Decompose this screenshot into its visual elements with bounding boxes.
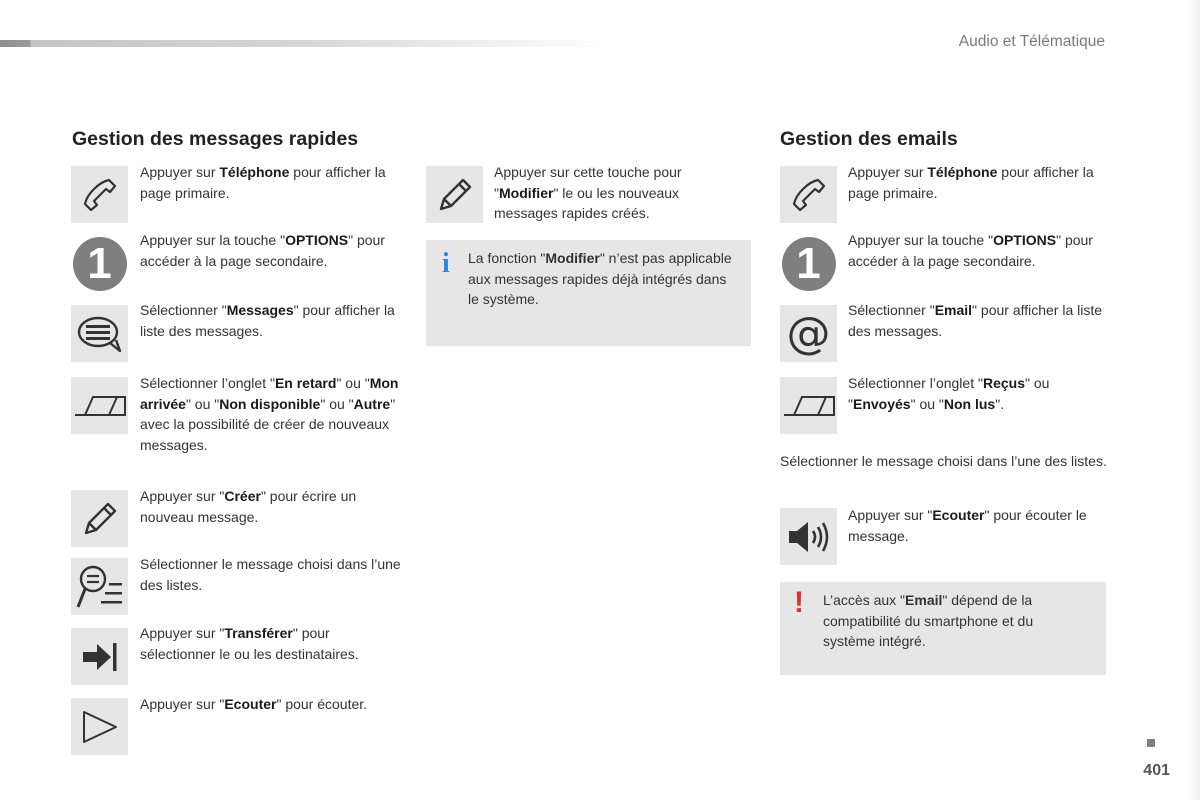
left-section-title: Gestion des messages rapides [72, 128, 359, 150]
warning-icon: ! [794, 586, 804, 619]
bold-term: Reçus [982, 375, 1025, 391]
bold-term: Créer [224, 488, 261, 504]
info-note [426, 240, 751, 346]
at-sign-glyph: @ [786, 307, 831, 359]
left-step-4-text: Sélectionner l’onglet "En retard" ou "Mon arrivée" ou "Non disponible" ou "Autre" avec la possibilité de créer de nouveaux messages. [140, 375, 399, 453]
step-number-label: 1 [73, 237, 127, 291]
right-step-1-text: Appuyer sur Téléphone pour afficher la page primaire. [848, 164, 1094, 201]
forward-arrow-icon [71, 628, 128, 685]
number-one-icon [71, 235, 128, 292]
top-gradient-bar [0, 40, 610, 47]
middle-modify-text: Appuyer sur cette touche pour "Modifier" le ou les nouveaux messages rapides créés. [494, 164, 682, 221]
info-icon: i [442, 248, 450, 279]
right-listen-text: Appuyer sur "Ecouter" pour écouter le message. [848, 507, 1087, 544]
bold-term: Téléphone [219, 164, 290, 180]
bold-term: Modifier [545, 250, 600, 266]
play-icon [71, 698, 128, 755]
left-step-6-text: Sélectionner le message choisi dans l’une des listes. [140, 556, 401, 593]
pencil-icon [71, 490, 128, 547]
bold-term: Email [905, 592, 943, 608]
left-step-7-text: Appuyer sur "Transférer" pour sélectionner le ou les destinataires. [140, 625, 359, 662]
bold-term: Non lus [943, 395, 996, 412]
speech-bubble-icon [71, 305, 128, 362]
right-step-3-text: Sélectionner "Email" pour afficher la liste des messages. [848, 302, 1103, 339]
left-step-8-text: Appuyer sur "Ecouter" pour écouter. [140, 696, 368, 712]
bold-term: En retard [274, 375, 337, 391]
phone-icon [780, 166, 837, 223]
tab-icon [780, 377, 837, 434]
right-step-2-text: Appuyer sur la touche "OPTIONS" pour accéder à la page secondaire. [848, 232, 1093, 269]
page-number: 401 [1143, 762, 1170, 779]
bold-term: Messages [226, 302, 294, 318]
bold-term: Ecouter [932, 507, 985, 523]
tab-icon [71, 377, 128, 434]
left-step-3-text: Sélectionner "Messages" pour afficher la liste des messages. [140, 302, 395, 339]
speaker-icon [780, 508, 837, 565]
right-step-4-text: Sélectionner l’onglet "Reçus" ou "Envoyés" ou "Non lus". [848, 375, 1050, 412]
step-number-label: 1 [782, 237, 836, 291]
bold-term: Ecouter [224, 696, 277, 712]
pencil-icon [426, 166, 483, 223]
phone-icon [71, 166, 128, 223]
number-one-icon [780, 235, 837, 292]
left-step-2-text: Appuyer sur la touche "OPTIONS" pour accéder à la page secondaire. [140, 232, 385, 269]
bold-term: Modifier [498, 184, 554, 201]
section-header: Audio et Télématique [958, 33, 1105, 50]
bold-term: OPTIONS [993, 232, 1057, 248]
bold-term: Envoyés [852, 395, 911, 412]
bold-term: Mon arrivée [140, 375, 399, 412]
bold-term: Transférer [224, 625, 293, 641]
search-list-icon [71, 558, 128, 615]
warning-note [780, 582, 1106, 675]
warning-note-text: L’accès aux "Email" dépend de la compatibilité du smartphone et du système intégré. [823, 592, 1034, 649]
bold-term: OPTIONS [285, 232, 349, 248]
right-edge-shade [1187, 0, 1200, 800]
at-sign-icon [780, 305, 837, 362]
page-marker [1147, 739, 1155, 747]
bold-term: Téléphone [927, 164, 998, 180]
info-note-text: La fonction "Modifier" n’est pas applicable aux messages rapides déjà intégrés dans le système. [468, 250, 732, 307]
right-plain-text: Sélectionner le message choisi dans l’une des listes. [780, 453, 1107, 469]
left-step-1-text: Appuyer sur Téléphone pour afficher la page primaire. [140, 164, 386, 201]
bold-term: Non disponible [219, 395, 321, 412]
bold-term: Autre [353, 395, 391, 412]
right-section-title: Gestion des emails [780, 128, 958, 150]
left-step-5-text: Appuyer sur "Créer" pour écrire un nouveau message. [140, 488, 357, 525]
bold-term: Email [934, 302, 973, 318]
